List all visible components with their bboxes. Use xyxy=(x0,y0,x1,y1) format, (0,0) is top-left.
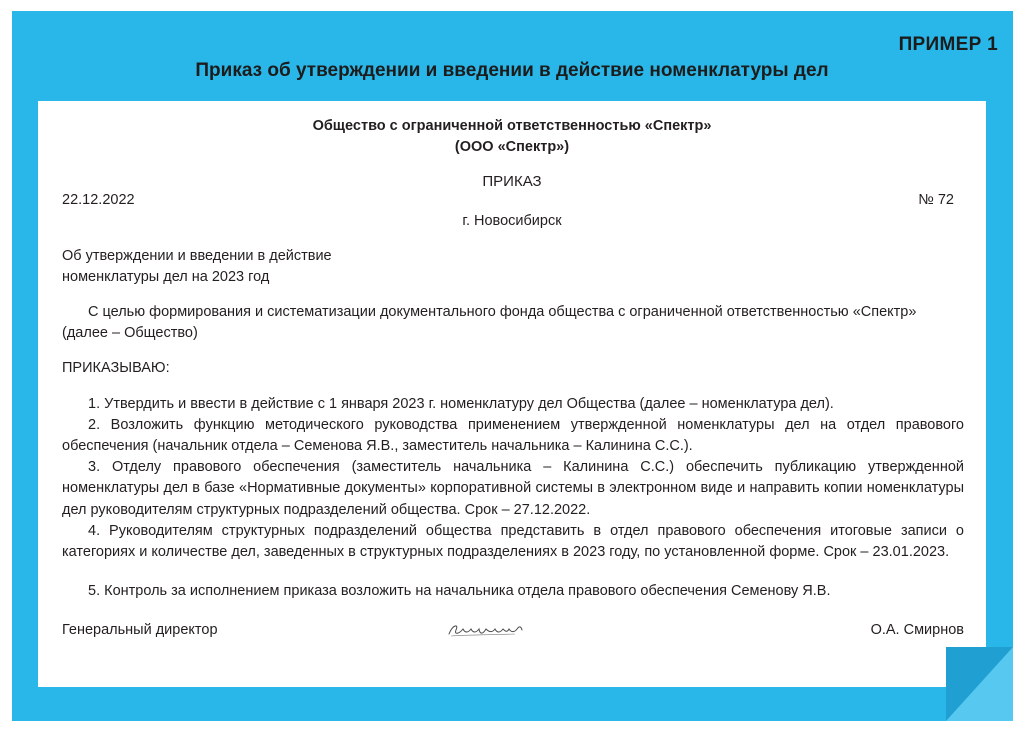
document-type: ПРИКАЗ xyxy=(482,173,542,190)
order-item-5: 5. Контроль за исполнением приказа возложить на начальника отдела правового обеспечения Семенову Я.В. xyxy=(88,583,831,599)
document-date: 22.12.2022 xyxy=(62,192,135,208)
signer-position: Генеральный директор xyxy=(62,622,218,638)
subject-line-1: Об утверждении и введении в действие xyxy=(62,248,332,264)
preamble: С целью формирования и систематизации документального фонда общества с ограниченной ответственностью «Спектр» (далее – Общество) xyxy=(62,304,917,342)
organization-full-name: Общество с ограниченной ответственностью «Спектр» xyxy=(312,118,712,134)
order-word: ПРИКАЗЫВАЮ: xyxy=(62,360,170,376)
signer-name: О.А. Смирнов xyxy=(870,622,964,638)
example-label: ПРИМЕР 1 xyxy=(898,34,998,55)
document-number: № 72 xyxy=(918,192,954,208)
document-city: г. Новосибирск xyxy=(462,213,562,229)
signature-image xyxy=(445,618,529,642)
page-title: Приказ об утверждении и введении в действие номенклатуры дел xyxy=(195,60,829,81)
order-item-1: 1. Утвердить и ввести в действие с 1 января 2023 г. номенклатуру дел Общества (далее – номенклатура дел). xyxy=(88,396,834,412)
organization-short-name: (ООО «Спектр») xyxy=(454,139,570,155)
order-item-2: 2. Возложить функцию методического руководства применением утвержденной номенклатуры дел на отдел правового обеспечения (начальник отдела – Семенова Я.В., заместитель начальника – Калинина С.С.). xyxy=(62,417,964,455)
subject-line-2: номенклатуры дел на 2023 год xyxy=(62,269,270,285)
order-item-4: 4. Руководителям структурных подразделений общества представить в отдел правового обеспечения итоговые записи о категориях и количестве дел, заведенных в структурных подразделениях в 2023 году, по установленной форме. Срок – 23.01.2023. xyxy=(62,523,964,561)
order-item-3: 3. Отделу правового обеспечения (заместитель начальника – Калинина С.С.) обеспечить публикацию утвержденной номенклатуры дел в базе «Нормативные документы» корпоративной системы в электронном виде и направить копии номенклатуры дел руководителям структурных подразделений общества. Срок – 27.12.2022. xyxy=(62,459,964,518)
